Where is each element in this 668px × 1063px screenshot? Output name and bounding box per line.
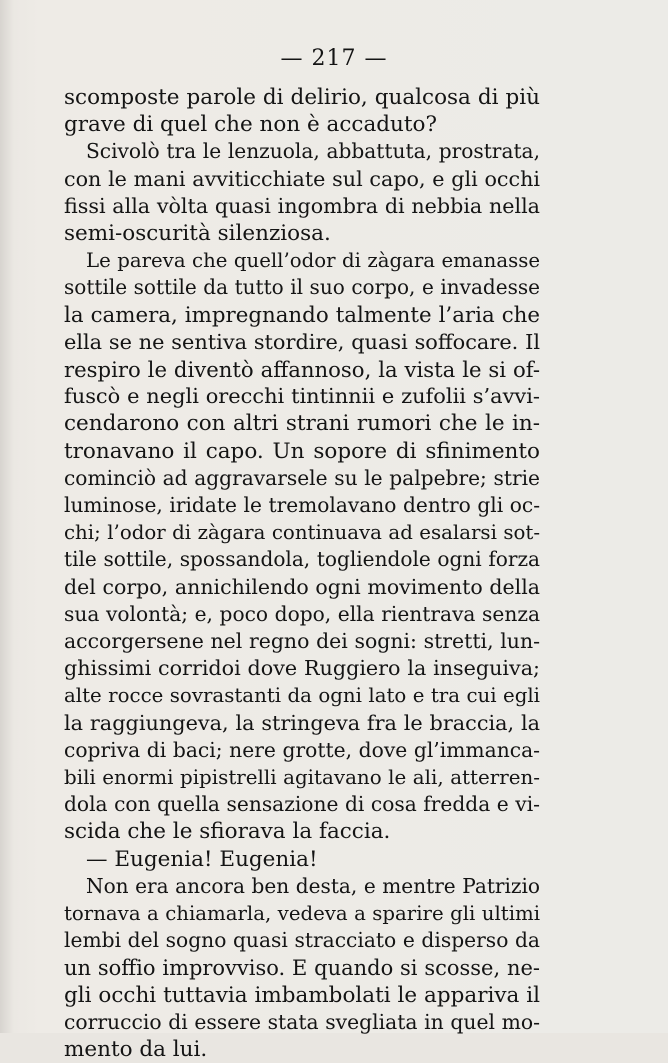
text-line: lembi del sogno quasi stracciato e disperso da	[64, 928, 540, 953]
text-line: cendarono con altri strani rumori che le in-	[64, 411, 540, 437]
text-line: copriva di baci; nere grotte, dove gl’immanca-	[64, 737, 540, 762]
text-line: dola con quella sensazione di cosa fredda e vi-	[64, 792, 540, 817]
text-line: ghissimi corridoi dove Ruggiero la inseguiva;	[64, 656, 540, 681]
text-line: cominciò ad aggravarsele su le palpebre; strie	[64, 465, 540, 490]
body-text	[64, 84, 540, 1063]
text-line: chi; l’odor di zàgara continuava ad esalarsi sot-	[64, 521, 540, 545]
text-line: corruccio di essere stata svegliata in quel mo-	[64, 1009, 540, 1034]
text-line: sottile sottile da tutto il suo corpo, e invadesse	[64, 275, 540, 300]
text-line: Non era ancora ben desta, e mentre Patrizio	[86, 873, 540, 898]
text-line: bili enormi pipistrelli agitavano le ali, atterren-	[64, 766, 540, 790]
text-line: tronavano il capo. Un sopore di sfinimento	[64, 438, 540, 464]
text-line: respiro le diventò affannoso, la vista le si of-	[64, 357, 540, 383]
text-line: la camera, impregnando talmente l’aria che	[64, 302, 540, 328]
text-line: accorgersene nel regno dei sogni: stretti, lun-	[64, 629, 540, 654]
text-line: tornava a chiamarla, vedeva a sparire gli ultimi	[64, 902, 540, 926]
text-line: con le mani avviticchiate sul capo, e gli occhi	[64, 166, 540, 191]
text-line: un soffio improvviso. E quando si scosse, ne-	[64, 955, 540, 980]
text-line: semi-oscurità silenziosa.	[64, 221, 331, 247]
text-line: — Eugenia! Eugenia!	[86, 846, 318, 872]
text-line: tile sottile, spossandola, togliendole ogni forza	[64, 547, 540, 572]
text-line: sua volontà; e, poco dopo, ella rientrava senza	[64, 601, 540, 626]
text-line: scomposte parole di delirio, qualcosa di più	[64, 85, 540, 110]
text-line: alte rocce sovrastanti da ogni lato e tra cui egli	[64, 684, 540, 708]
text-line: mento da lui.	[64, 1037, 208, 1063]
text-line: grave di quel che non è accaduto?	[64, 112, 437, 138]
text-line: Le pareva che quell’odor di zàgara emanasse	[86, 249, 540, 273]
text-line: gli occhi tuttavia imbambolati le appariva il	[64, 982, 540, 1008]
text-line: scida che le sfiorava la faccia.	[64, 819, 391, 845]
page-number-header: — 217 —	[280, 46, 388, 71]
text-line: Scivolò tra le lenzuola, abbattuta, prostrata,	[86, 139, 540, 164]
text-line: luminose, iridate le tremolavano dentro gli oc-	[64, 493, 540, 518]
text-line: del corpo, annichilendo ogni movimento della	[64, 574, 540, 599]
text-line: fissi alla vòlta quasi ingombra di nebbia nella	[64, 193, 540, 218]
text-line: fuscò e negli orecchi tintinnii e zufolii s’avvi-	[64, 384, 540, 409]
text-line: ella se ne sentiva stordire, quasi soffocare. Il	[64, 329, 540, 354]
text-line: la raggiungeva, la stringeva fra le braccia, la	[64, 710, 540, 735]
